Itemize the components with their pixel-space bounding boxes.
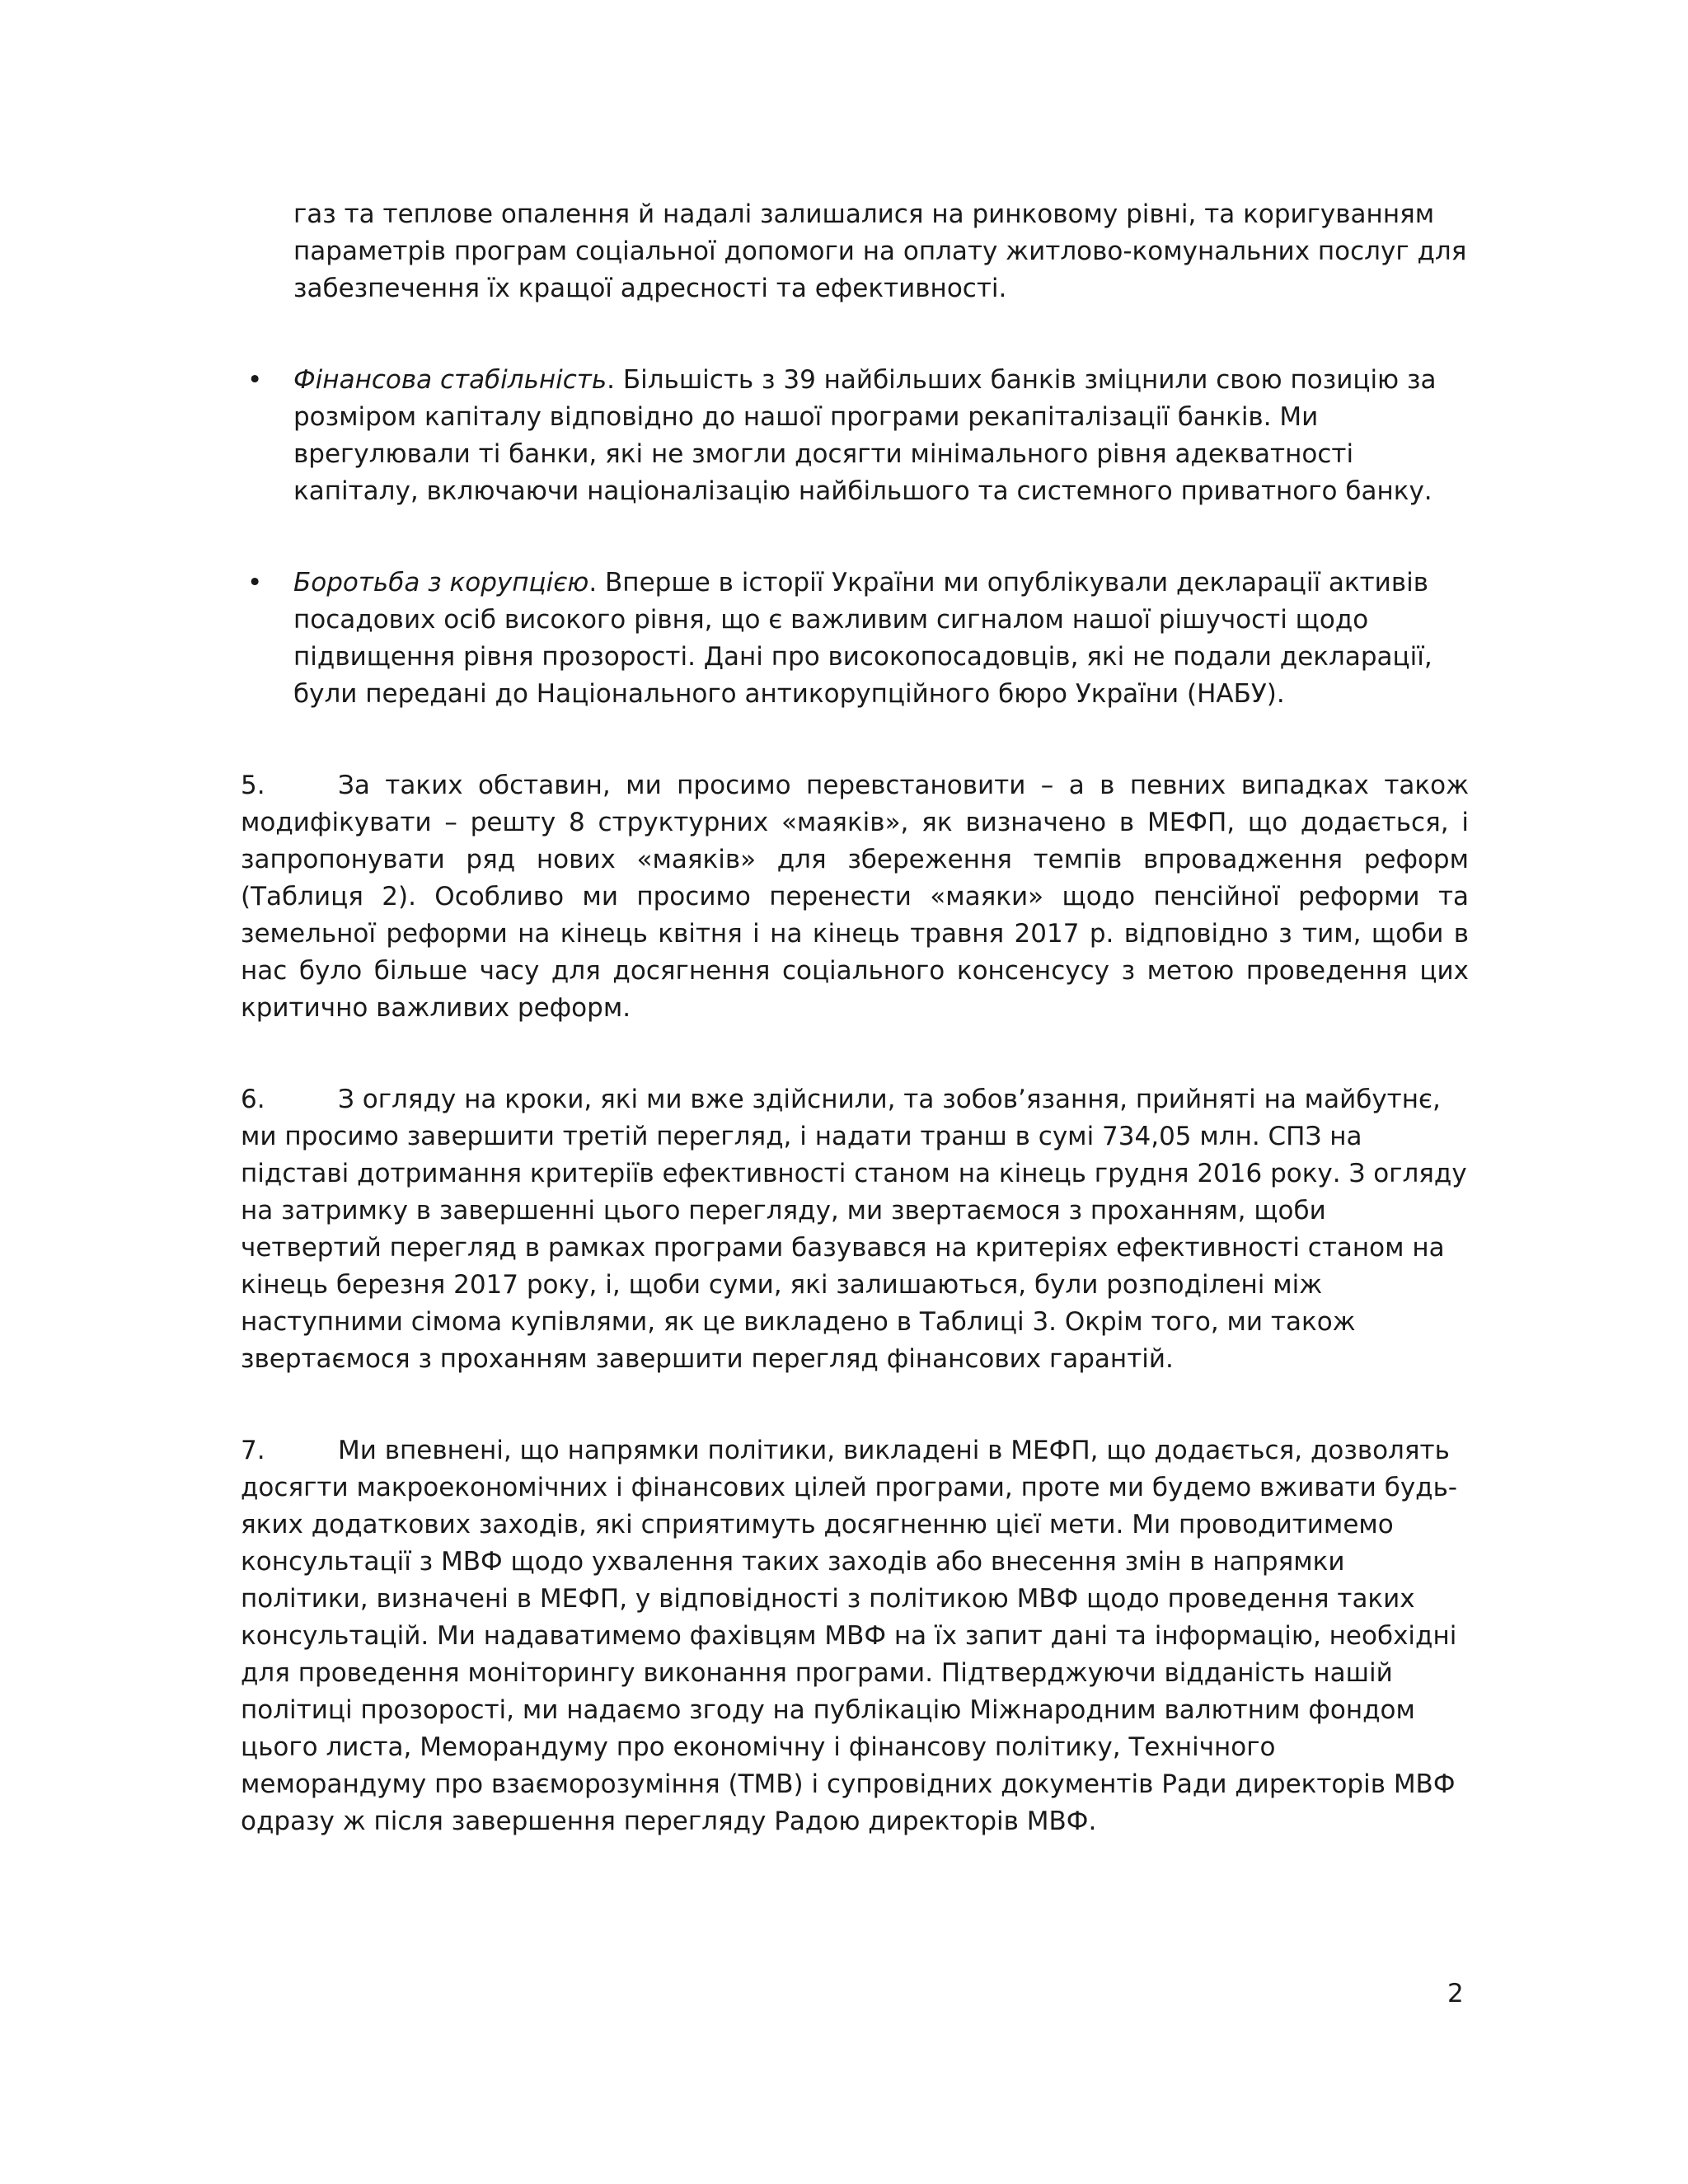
bullet-financial-stability: [241, 362, 1469, 510]
paragraph-7: [241, 1432, 1469, 1840]
continuation-paragraph: газ та теплове опалення й надалі залишалися на ринковому рівні, та коригуванням параметрів програм соціальної допомоги на оплату житлово-комунальних послуг для забезпечення їх кращої адресності та ефективності.: [293, 199, 1467, 303]
paragraph-text: З огляду на кроки, які ми вже здійснили, та зобов’язання, прийняті на майбутнє, ми просимо завершити третій перегляд, і надати транш в сумі 734,05 млн. СПЗ на підставі дотримання критеріїв ефективності станом на кінець грудня 2016 року. З огляду на затримку в завершенні цього перегляду, ми звертаємося з проханням, щоби четвертий перегляд в рамках програми базувався на критеріях ефективності станом на кінець березня 2017 року, і, щоби суми, які залишаються, були розподілені між наступними сімома купівлями, як це викладено в Таблиці 3. Окрім того, ми також звертаємося з проханням завершити перегляд фінансових гарантій.: [241, 1085, 1467, 1374]
paragraph-5: [241, 767, 1469, 1027]
paragraph-number: 6.: [241, 1085, 265, 1114]
paragraph-number: 7.: [241, 1436, 265, 1465]
bullet-icon: •: [247, 568, 263, 598]
bullet-lead: Боротьба з корупцією: [293, 568, 589, 598]
bullet-lead: Фінансова стабільність: [293, 365, 607, 395]
paragraph-6: [241, 1081, 1469, 1378]
page-number: 2: [1447, 1979, 1464, 2008]
bullet-icon: •: [247, 365, 263, 395]
paragraph-text: Ми впевнені, що напрямки політики, викладені в МЕФП, що додається, дозволять досягти макроекономічних і фінансових цілей програми, проте ми будемо вживати будь-яких додаткових заходів, які сприятимуть досягненню цієї мети. Ми проводитимемо консультації з МВФ щодо ухвалення таких заходів або внесення змін в напрямки політики, визначені в МЕФП, у відповідності з політикою МВФ щодо проведення таких консультацій. Ми надаватимемо фахівцям МВФ на їх запит дані та інформацію, необхідні для проведення моніторингу виконання програми. Підтверджуючи відданість нашій політиці прозорості, ми надаємо згоду на публікацію Міжнародним валютним фондом цього листа, Меморандуму про економічну і фінансову політику, Технічного меморандуму про взаєморозуміння (ТМВ) і супровідних документів Ради директорів МВФ одразу ж після завершення перегляду Радою директорів МВФ.: [241, 1436, 1458, 1836]
paragraph-text: За таких обставин, ми просимо перевстановити – а в певних випадках також модифікувати – решту 8 структурних «маяків», як визначено в МЕФП, що додається, і запропонувати ряд нових «маяків» для збереження темпів впровадження реформ (Таблиця 2). Особливо ми просимо перенести «маяки» щодо пенсійної реформи та земельної реформи на кінець квітня і на кінець травня 2017 р. відповідно з тим, щоби в нас було більше часу для досягнення соціального консенсусу з метою проведення цих критично важливих реформ.: [241, 771, 1469, 1023]
document-body: [241, 196, 1469, 1895]
bullet-text: . Вперше в історії України ми опублікували декларації активів посадових осіб високого рівня, що є важливим сигналом нашої рішучості щодо підвищення рівня прозорості. Дані про високопосадовців, які не подали декларації, були передані до Національного антикорупційного бюро України (НАБУ).: [293, 568, 1432, 709]
bullet-anti-corruption: [241, 565, 1469, 713]
bullet-text: . Більшість з 39 найбільших банків зміцнили свою позицію за розміром капіталу відповідно до нашої програми рекапіталізації банків. Ми врегулювали ті банки, які не змогли досягти мінімального рівня адекватності капіталу, включаючи націоналізацію найбільшого та системного приватного банку.: [293, 365, 1437, 506]
paragraph-number: 5.: [241, 771, 265, 800]
